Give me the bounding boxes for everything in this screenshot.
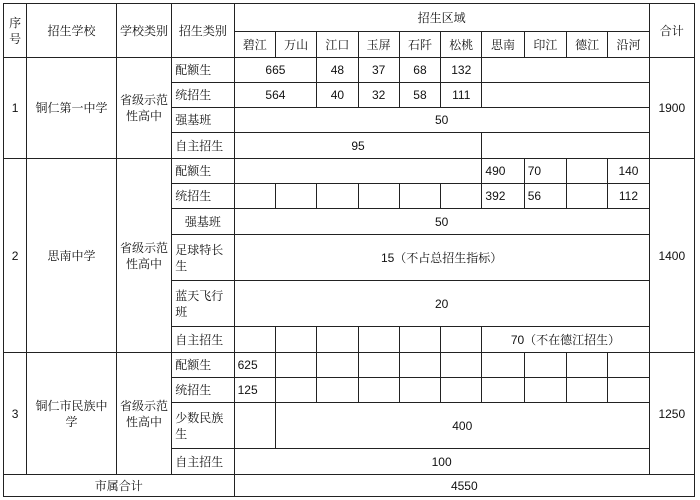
empty-cell xyxy=(234,159,482,184)
empty-cell xyxy=(399,184,440,209)
district-songtao: 松桃 xyxy=(441,32,482,58)
table-row xyxy=(4,58,695,83)
district-yanhe: 沿河 xyxy=(608,32,649,58)
empty-cell xyxy=(567,353,608,378)
quota-cell: 111 xyxy=(441,83,482,108)
school-type: 省级示范性高中 xyxy=(116,353,171,475)
empty-cell xyxy=(567,184,608,209)
header-school-type: 学校类别 xyxy=(116,4,171,58)
quota-cell: 68 xyxy=(399,58,440,83)
district-bijiang: 碧江 xyxy=(234,32,275,58)
empty-cell xyxy=(441,327,482,353)
enroll-type-label: 统招生 xyxy=(172,378,234,403)
quota-cell: 625 xyxy=(234,353,275,378)
school-seq: 3 xyxy=(4,353,27,475)
empty-cell xyxy=(275,378,316,403)
quota-cell: 56 xyxy=(524,184,566,209)
header-total: 合计 xyxy=(649,4,694,58)
quota-cell: 20 xyxy=(234,281,649,327)
empty-cell xyxy=(317,327,358,353)
enroll-type-label: 自主招生 xyxy=(172,133,234,159)
school-total: 1250 xyxy=(649,353,694,475)
district-shiqian: 石阡 xyxy=(399,32,440,58)
empty-cell xyxy=(234,327,275,353)
quota-cell: 125 xyxy=(234,378,275,403)
enroll-type-label: 自主招生 xyxy=(172,327,234,353)
school-seq: 1 xyxy=(4,58,27,159)
empty-cell xyxy=(275,327,316,353)
empty-cell xyxy=(358,184,399,209)
enroll-type-label: 强基班 xyxy=(172,108,234,133)
district-dejiang: 德江 xyxy=(567,32,608,58)
school-total: 1400 xyxy=(649,159,694,353)
quota-cell: 15（不占总招生指标） xyxy=(234,235,649,281)
empty-cell xyxy=(358,378,399,403)
school-type: 省级示范性高中 xyxy=(116,58,171,159)
quota-cell: 490 xyxy=(482,159,524,184)
quota-cell: 112 xyxy=(608,184,649,209)
enroll-type-label: 统招生 xyxy=(172,83,234,108)
empty-cell xyxy=(399,327,440,353)
city-total-label: 市属合计 xyxy=(4,475,235,497)
enroll-type-label: 强基班 xyxy=(172,209,234,235)
empty-cell xyxy=(482,133,649,159)
enroll-type-label: 配额生 xyxy=(172,353,234,378)
empty-cell xyxy=(358,353,399,378)
empty-cell xyxy=(524,353,566,378)
quota-cell: 95 xyxy=(234,133,482,159)
district-yinjiang: 印江 xyxy=(524,32,566,58)
enroll-type-label: 配额生 xyxy=(172,159,234,184)
empty-cell xyxy=(399,378,440,403)
enroll-type-label: 少数民族生 xyxy=(172,403,234,449)
empty-cell xyxy=(482,58,649,83)
district-jiangkou: 江口 xyxy=(317,32,358,58)
quota-cell: 37 xyxy=(358,58,399,83)
table-row xyxy=(4,475,695,497)
school-name: 思南中学 xyxy=(27,159,117,353)
header-region: 招生区域 xyxy=(234,4,649,32)
quota-cell: 140 xyxy=(608,159,649,184)
empty-cell xyxy=(567,159,608,184)
empty-cell xyxy=(441,353,482,378)
quota-cell: 70 xyxy=(524,159,566,184)
quota-cell: 48 xyxy=(317,58,358,83)
enroll-type-label: 足球特长生 xyxy=(172,235,234,281)
quota-cell: 70（不在德江招生） xyxy=(482,327,649,353)
district-yuping: 玉屏 xyxy=(358,32,399,58)
table-row xyxy=(4,159,695,184)
school-type: 省级示范性高中 xyxy=(116,159,171,353)
school-name: 铜仁第一中学 xyxy=(27,58,117,159)
enroll-type-label: 自主招生 xyxy=(172,449,234,475)
empty-cell xyxy=(524,378,566,403)
quota-cell: 58 xyxy=(399,83,440,108)
quota-cell: 132 xyxy=(441,58,482,83)
quota-cell: 564 xyxy=(234,83,317,108)
empty-cell xyxy=(275,353,316,378)
quota-cell: 100 xyxy=(234,449,649,475)
quota-cell: 665 xyxy=(234,58,317,83)
empty-cell xyxy=(441,378,482,403)
quota-cell: 50 xyxy=(234,108,649,133)
empty-cell xyxy=(608,378,649,403)
school-name: 铜仁市民族中学 xyxy=(27,353,117,475)
city-total-value: 4550 xyxy=(234,475,694,497)
district-wanshan: 万山 xyxy=(275,32,316,58)
quota-cell: 32 xyxy=(358,83,399,108)
empty-cell xyxy=(482,353,524,378)
table-row xyxy=(4,353,695,378)
empty-cell xyxy=(567,378,608,403)
empty-cell xyxy=(482,83,649,108)
empty-cell xyxy=(275,184,316,209)
empty-cell xyxy=(441,184,482,209)
header-school: 招生学校 xyxy=(27,4,117,58)
school-total: 1900 xyxy=(649,58,694,159)
empty-cell xyxy=(234,403,275,449)
enroll-type-label: 配额生 xyxy=(172,58,234,83)
enrollment-quota-table xyxy=(3,3,695,497)
enroll-type-label: 统招生 xyxy=(172,184,234,209)
empty-cell xyxy=(317,353,358,378)
empty-cell xyxy=(234,184,275,209)
header-seq: 序号 xyxy=(4,4,27,58)
empty-cell xyxy=(317,378,358,403)
enroll-type-label: 蓝天飞行班 xyxy=(172,281,234,327)
empty-cell xyxy=(482,378,524,403)
quota-cell: 50 xyxy=(234,209,649,235)
quota-cell: 400 xyxy=(275,403,649,449)
empty-cell xyxy=(358,327,399,353)
quota-cell: 40 xyxy=(317,83,358,108)
district-sinan: 思南 xyxy=(482,32,524,58)
quota-cell: 392 xyxy=(482,184,524,209)
empty-cell xyxy=(608,353,649,378)
header-enroll-type: 招生类别 xyxy=(172,4,234,58)
school-seq: 2 xyxy=(4,159,27,353)
empty-cell xyxy=(317,184,358,209)
empty-cell xyxy=(399,353,440,378)
